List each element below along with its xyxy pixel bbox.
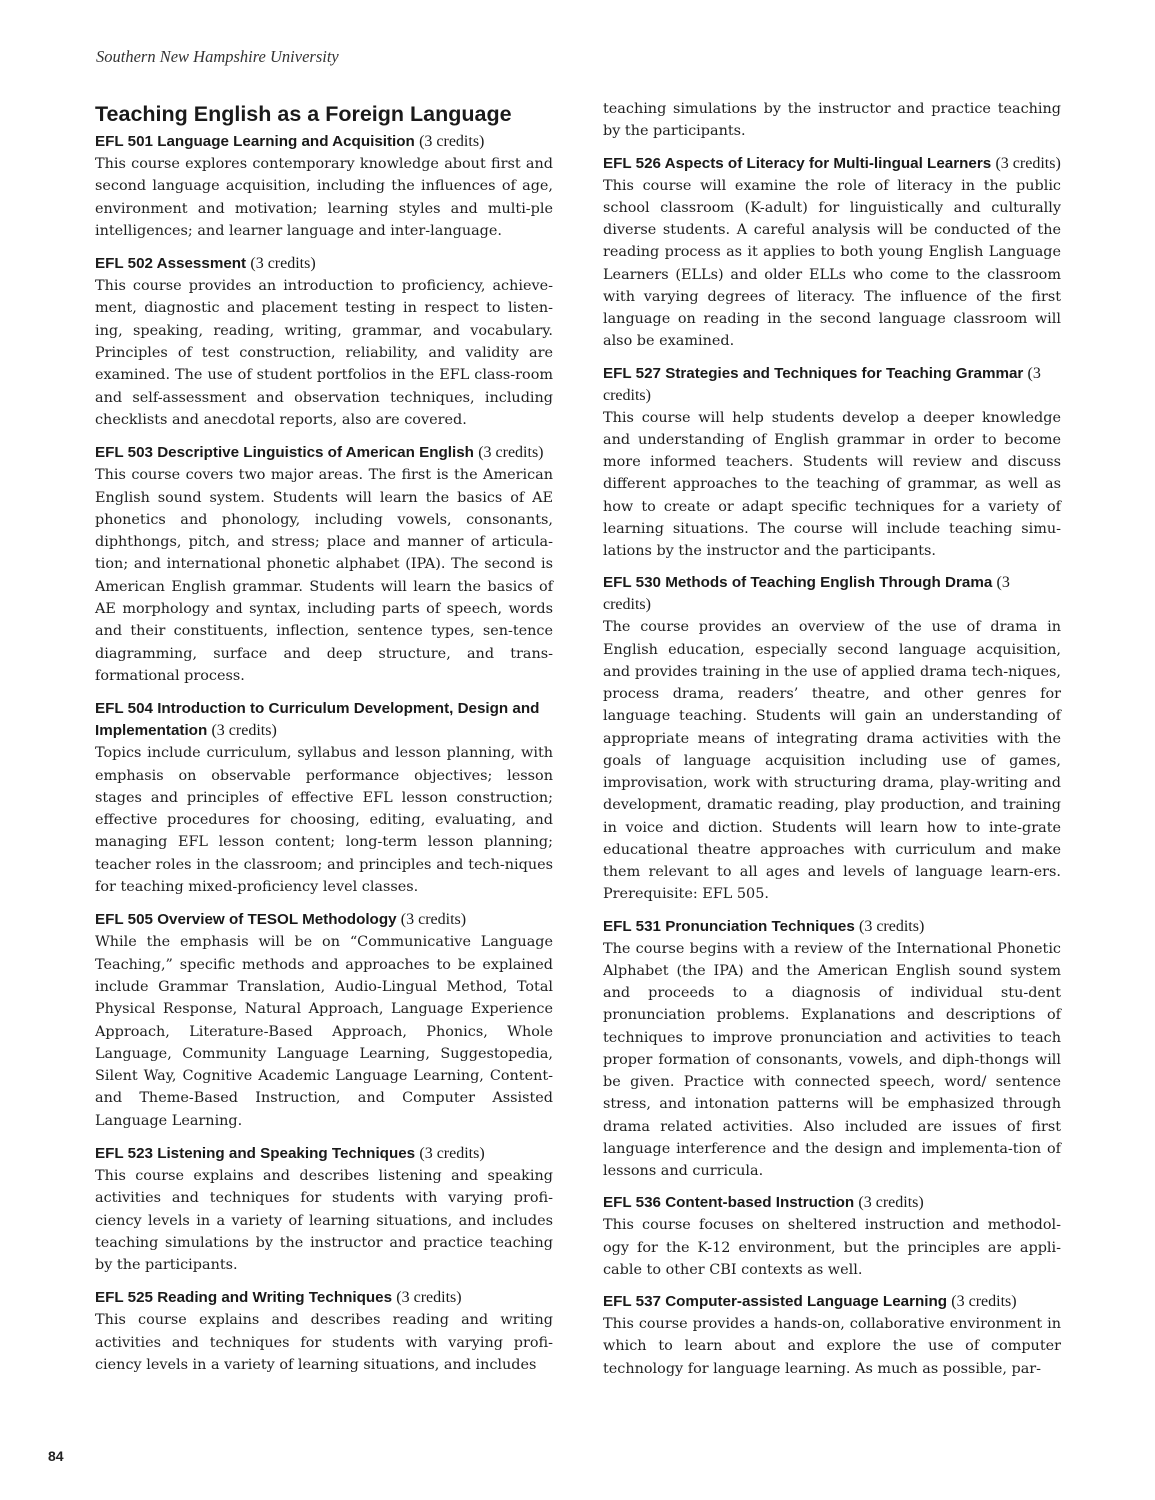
course-efl-526 bbox=[603, 153, 1061, 353]
course-title bbox=[603, 363, 1061, 407]
course-title bbox=[95, 442, 553, 464]
course-efl-523 bbox=[95, 1143, 553, 1276]
course-credits: (3 credits) bbox=[396, 1289, 462, 1307]
course-name: EFL 523 Listening and Speaking Techniques bbox=[95, 1144, 416, 1162]
course-title bbox=[95, 1143, 553, 1165]
course-credits: (3 credits) bbox=[419, 1144, 485, 1162]
course-name: EFL 531 Pronunciation Techniques bbox=[603, 917, 855, 935]
course-title bbox=[603, 572, 1061, 616]
running-head: Southern New Hampshire University bbox=[96, 47, 339, 66]
course-efl-505 bbox=[95, 909, 553, 1132]
course-credits: (3 credits) bbox=[419, 133, 485, 150]
course-efl-502 bbox=[95, 253, 553, 431]
course-credits: (3 credits) bbox=[859, 917, 925, 935]
course-description: This course will examine the role of literacy in the public school classroom (K-adult) for linguistically and culturally diverse students. A careful analysis will be conducted of the reading process as it applies to both young English Language Learners (ELLs) and older ELLs who come to the classroom with varying degrees of literacy. The influence of the first language on reading in the second language classroom will also be examined. bbox=[603, 177, 1061, 350]
left-column bbox=[95, 99, 553, 1387]
course-credits: (3 credits) bbox=[211, 722, 277, 740]
course-description: Topics include curriculum, syllabus and lesson planning, with emphasis on observable performance objectives; lesson stages and principles of effective EFL lesson construction; effective procedures for choosing, editing, evaluating, and managing EFL lesson content; long-term lesson planning; teacher roles in the classroom; and principles and tech-niques for teaching mixed-proficiency level classes. bbox=[95, 745, 553, 896]
course-efl-504 bbox=[95, 698, 553, 898]
section-title: Teaching English as a Foreign Language bbox=[95, 102, 512, 126]
course-title bbox=[603, 916, 1061, 938]
course-name: EFL 537 Computer-assisted Language Learning bbox=[603, 1293, 948, 1310]
course-title bbox=[95, 698, 553, 742]
course-name: EFL 504 Introduction to Curriculum Development, Design and Implementation bbox=[95, 700, 540, 740]
course-name: EFL 526 Aspects of Literacy for Multi-lingual Learners bbox=[603, 154, 992, 172]
course-description: This course explores contemporary knowledge about first and second language acquisition, including the influences of age, environment and motivation; learning styles and multi-ple intelligences; and learner language and inter-language. bbox=[95, 156, 553, 239]
course-credits: (3 credits) bbox=[951, 1293, 1017, 1310]
course-title bbox=[95, 909, 553, 931]
course-description: The course begins with a review of the International Phonetic Alphabet (the IPA) and the American English sound system and proceeds to a diagnosis of individual stu-dent pronunciation problems. Explanations and descriptions of techniques to improve pronunciation and activities to teach proper formation of consonants, vowels, and diph-thongs will be given. Practice with connected speech, word/ sentence stress, and intonation patterns will be emphasized through drama related activities. Also included are issues of first language interference and the design and implementa-tion of lessons and curricula. bbox=[603, 940, 1061, 1179]
course-efl-503 bbox=[95, 442, 553, 687]
course-efl-525-continued bbox=[603, 98, 1061, 143]
course-name: EFL 505 Overview of TESOL Methodology bbox=[95, 911, 397, 929]
course-description: This course focuses on sheltered instruction and methodol-ogy for the K-12 environment, but the principles are appli-cable to other CBI contexts as well. bbox=[603, 1217, 1061, 1278]
course-name: EFL 525 Reading and Writing Techniques bbox=[95, 1289, 393, 1307]
course-credits: (3 credits) bbox=[400, 911, 467, 929]
course-description: This course will help students develop a deeper knowledge and understanding of English grammar in order to become more informed teachers. Students will review and discuss different approaches to the teaching of grammar, as well as how to create or adapt specific techniques for a variety of learning situations. The course will include teaching simu-lations by the instructor and the participants. bbox=[603, 409, 1061, 559]
course-description: This course explains and describes listening and speaking activities and techniques for students with varying profi-ciency levels in a variety of learning situations, and includes teaching simulations by the instructor and practice teaching by the participants. bbox=[95, 1167, 553, 1274]
course-efl-537 bbox=[603, 1291, 1061, 1380]
course-credits: (3 credits) bbox=[858, 1194, 924, 1212]
course-efl-530 bbox=[603, 572, 1061, 905]
course-name: EFL 536 Content-based Instruction bbox=[603, 1194, 855, 1212]
course-efl-501 bbox=[95, 131, 553, 242]
course-title bbox=[95, 131, 553, 153]
course-description: The course provides an overview of the use of drama in English education, especially second language acquisition, and provides training in the use of applied drama tech-niques, process drama, readers’ theatre, and other genres for language teaching. Students will gain an understanding of appropriate means of integrating drama activities with the goals of language acquisition including use of games, improvisation, work with structuring drama, play-writing and development, dramatic reading, play production, and training in voice and diction. Students will learn how to inte-grate educational theatre approaches with curriculum and make them relevant to all ages and levels of language learn-ers. Prerequisite: EFL 505. bbox=[603, 619, 1061, 903]
course-credits: (3 credits) bbox=[995, 154, 1061, 172]
course-credits: (3 credits) bbox=[478, 444, 544, 462]
course-title bbox=[603, 1192, 1061, 1214]
course-credits: (3 credits) bbox=[250, 255, 316, 273]
course-credits: (3 credits) bbox=[603, 364, 1041, 404]
course-name: EFL 501 Language Learning and Acquisition bbox=[95, 133, 415, 150]
course-credits: (3 credits) bbox=[603, 574, 1010, 614]
course-name: EFL 502 Assessment bbox=[95, 255, 247, 273]
page-number: 84 bbox=[48, 1448, 64, 1464]
course-description: This course covers two major areas. The first is the American English sound system. Students will learn the basics of AE phonetics and phonology, including vowels, consonants, diphthongs, pitch, and stress; place and manner of articula-tion; and international phonetic alphabet (IPA). The second is American English grammar. Students will learn the basics of AE morphology and syntax, including parts of speech, words and their constituents, inflection, sentence types, sen-tence diagramming, surface and deep structure, and trans-formational process. bbox=[95, 467, 553, 684]
course-description: While the emphasis will be on “Communicative Language Teaching,” specific methods and approaches to be explained include Grammar Translation, Audio-Lingual Method, Total Physical Response, Natural Approach, Language Experience Approach, Literature-Based Approach, Phonics, Whole Language, Community Language Learning, Suggestopedia, Silent Way, Cognitive Academic Language Learning, Content- and Theme-Based Instruction, and Computer Assisted Language Learning. bbox=[95, 934, 553, 1129]
course-title bbox=[95, 1287, 553, 1309]
course-description: This course provides a hands-on, collaborative environment in which to learn about and explore the use of computer technology for language learning. As much as possible, par- bbox=[603, 1316, 1061, 1377]
right-column bbox=[603, 98, 1061, 1390]
course-efl-536 bbox=[603, 1192, 1061, 1281]
course-description: This course provides an introduction to proficiency, achieve-ment, diagnostic and placement testing in respect to listen-ing, speaking, reading, writing, grammar, and vocabulary. Principles of test construction, reliability, and validity are examined. The use of student portfolios in the EFL class-room and self-assessment and observation techniques, including checklists and anecdotal reports, also are covered. bbox=[95, 278, 553, 428]
course-title bbox=[603, 1291, 1061, 1313]
course-efl-531 bbox=[603, 916, 1061, 1183]
course-title bbox=[603, 153, 1061, 175]
course-efl-527 bbox=[603, 363, 1061, 563]
course-description: This course explains and describes reading and writing activities and techniques for students with varying profi-ciency levels in a variety of learning situations, and includes bbox=[95, 1312, 553, 1374]
course-description-continued: teaching simulations by the instructor and practice teaching by the participants. bbox=[603, 101, 1061, 140]
course-title bbox=[95, 253, 553, 275]
course-name: EFL 530 Methods of Teaching English Through Drama bbox=[603, 574, 993, 592]
course-efl-525 bbox=[95, 1287, 553, 1376]
course-name: EFL 503 Descriptive Linguistics of American English bbox=[95, 444, 474, 462]
course-name: EFL 527 Strategies and Techniques for Teaching Grammar bbox=[603, 364, 1024, 382]
